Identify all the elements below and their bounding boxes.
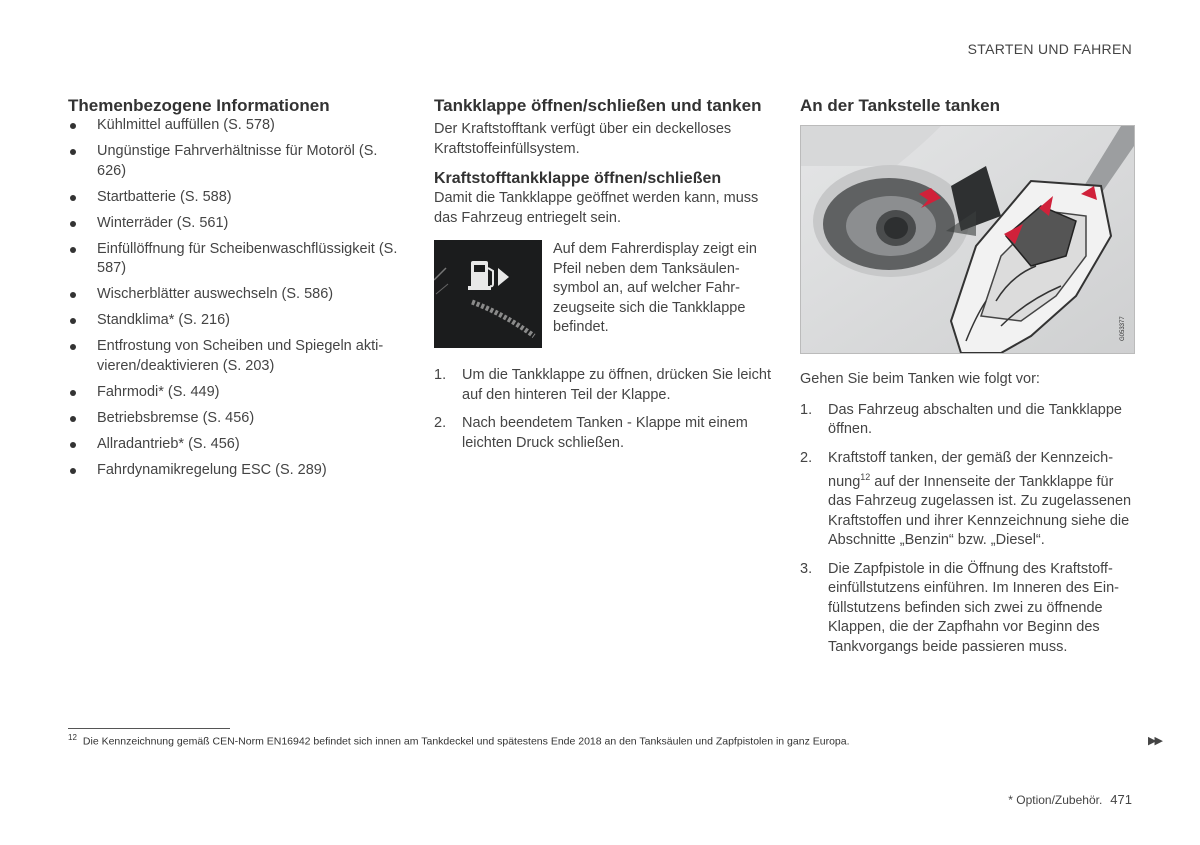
related-info-item: Kühlmittel auffüllen (S. 578) [68,116,408,136]
image-code-label: G053377 [1120,316,1126,341]
related-info-item: Winterräder (S. 561) [68,214,408,234]
fuel-door-step-1 [434,366,774,405]
step-text: Kraftstoff tanken, der gemäß der Kennzeichnung [828,449,1114,490]
footnote-number: 12 [68,733,77,742]
fuel-pump-arrow-icon [434,240,542,348]
refueling-heading: An der Tankstelle tanken [800,96,1000,115]
continue-arrows-icon: ▶▶ [1148,735,1161,747]
step-text: Nach beendetem Tanken - Klappe mit einem leichten Druck schließen. [462,415,748,451]
option-note: * Option/Zubehör. [1008,793,1103,807]
related-info-item: Einfüllöffnung für Scheibenwaschflüssigkeit (S. 587) [68,240,408,279]
related-info-item: Ungünstige Fahrverhältnisse für Motoröl (S. 626) [68,142,408,181]
related-info-heading: Themenbezogene Informationen [68,96,330,115]
refueling-step-1 [800,401,1135,440]
step-text-cont: auf der Innenseite der Tankklappe für das Fahrzeug zugelassen ist. Zu zugelassenen Kraftstoffen und ihrer Kennzeichnung siehe die Abschnitte „Benzin“ bzw. „Diesel“. [828,473,1132,549]
display-figure [434,240,774,348]
related-info-item: Allradantrieb* (S. 456) [68,435,408,455]
refueling-step-3 [800,560,1135,658]
refueling-steps [800,401,1135,658]
filler-neck-illustration [800,125,1135,354]
fuel-door-column [434,96,774,462]
refueling-intro: Gehen Sie beim Tanken wie folgt vor: [800,371,1040,387]
fuel-door-heading: Tankklappe öffnen/schließen und tanken [434,96,762,115]
step-text: Um die Tankklappe zu öffnen, drücken Sie leicht auf den hinteren Teil der Klappe. [462,367,771,403]
fuel-door-sub-intro: Damit die Tankklappe geöffnet werden kann, muss das Fahrzeug entriegelt sein. [434,190,759,226]
step-text: Das Fahrzeug abschalten und die Tankklappe öffnen. [828,401,1122,437]
section-header: STARTEN UND FAHREN [967,41,1132,57]
step-number: 1. [800,401,813,418]
refueling-step-2 [800,449,1135,551]
fuel-door-intro: Der Kraftstofftank verfügt über ein deckelloses Kraftstoffeinfüllsystem. [434,121,732,157]
display-figure-text: Auf dem Fahrerdisplay zeigt ein Pfeil neben dem Tanksäulensymbol an, auf welcher Fahrzeugseite sich die Tankklappe befindet. [553,241,757,335]
footnote-reference: 12 [860,472,871,482]
step-number: 3. [800,560,813,577]
fuel-door-step-2 [434,414,774,453]
related-info-list [68,116,408,480]
page-number: 471 [1110,792,1132,807]
step-number: 2. [434,415,447,431]
related-info-item: Fahrmodi* (S. 449) [68,383,408,403]
related-info-item: Startbatterie (S. 588) [68,188,408,208]
step-number: 1. [434,367,447,383]
page-footer [1008,792,1132,807]
footnote [68,733,850,748]
related-info-item: Betriebsbremse (S. 456) [68,409,408,429]
related-info-item: Entfrostung von Scheiben und Spiegeln aktivieren/deaktivieren (S. 203) [68,337,408,376]
step-number: 2. [800,449,813,466]
driver-display-image [434,240,542,348]
fuel-door-steps [434,366,774,453]
footnote-text: Die Kennzeichnung gemäß CEN-Norm EN16942 befindet sich innen am Tankdeckel und spätestens Ende 2018 an den Tanksäulen und Zapfpistolen in ganz Europa. [82,735,850,748]
fuel-door-subheading: Kraftstofftankklappe öffnen/schließen [434,170,722,187]
step-text: Die Zapfpistole in die Öffnung des Kraftstoffeinfüllstutzens einführen. Im Inneren des Einfüllstutzens befinden sich zwei zu öffnende Klappen, die der Zapfhahn vor Beginn des Tankvorgangs beide passieren muss. [828,560,1119,655]
related-info-item: Fahrdynamikregelung ESC (S. 289) [68,461,408,481]
related-info-item: Standklima* (S. 216) [68,311,408,331]
footnote-divider [68,728,230,729]
related-info-item: Wischerblätter auswechseln (S. 586) [68,285,408,305]
refueling-column [800,96,1135,666]
related-info-column [68,96,408,487]
